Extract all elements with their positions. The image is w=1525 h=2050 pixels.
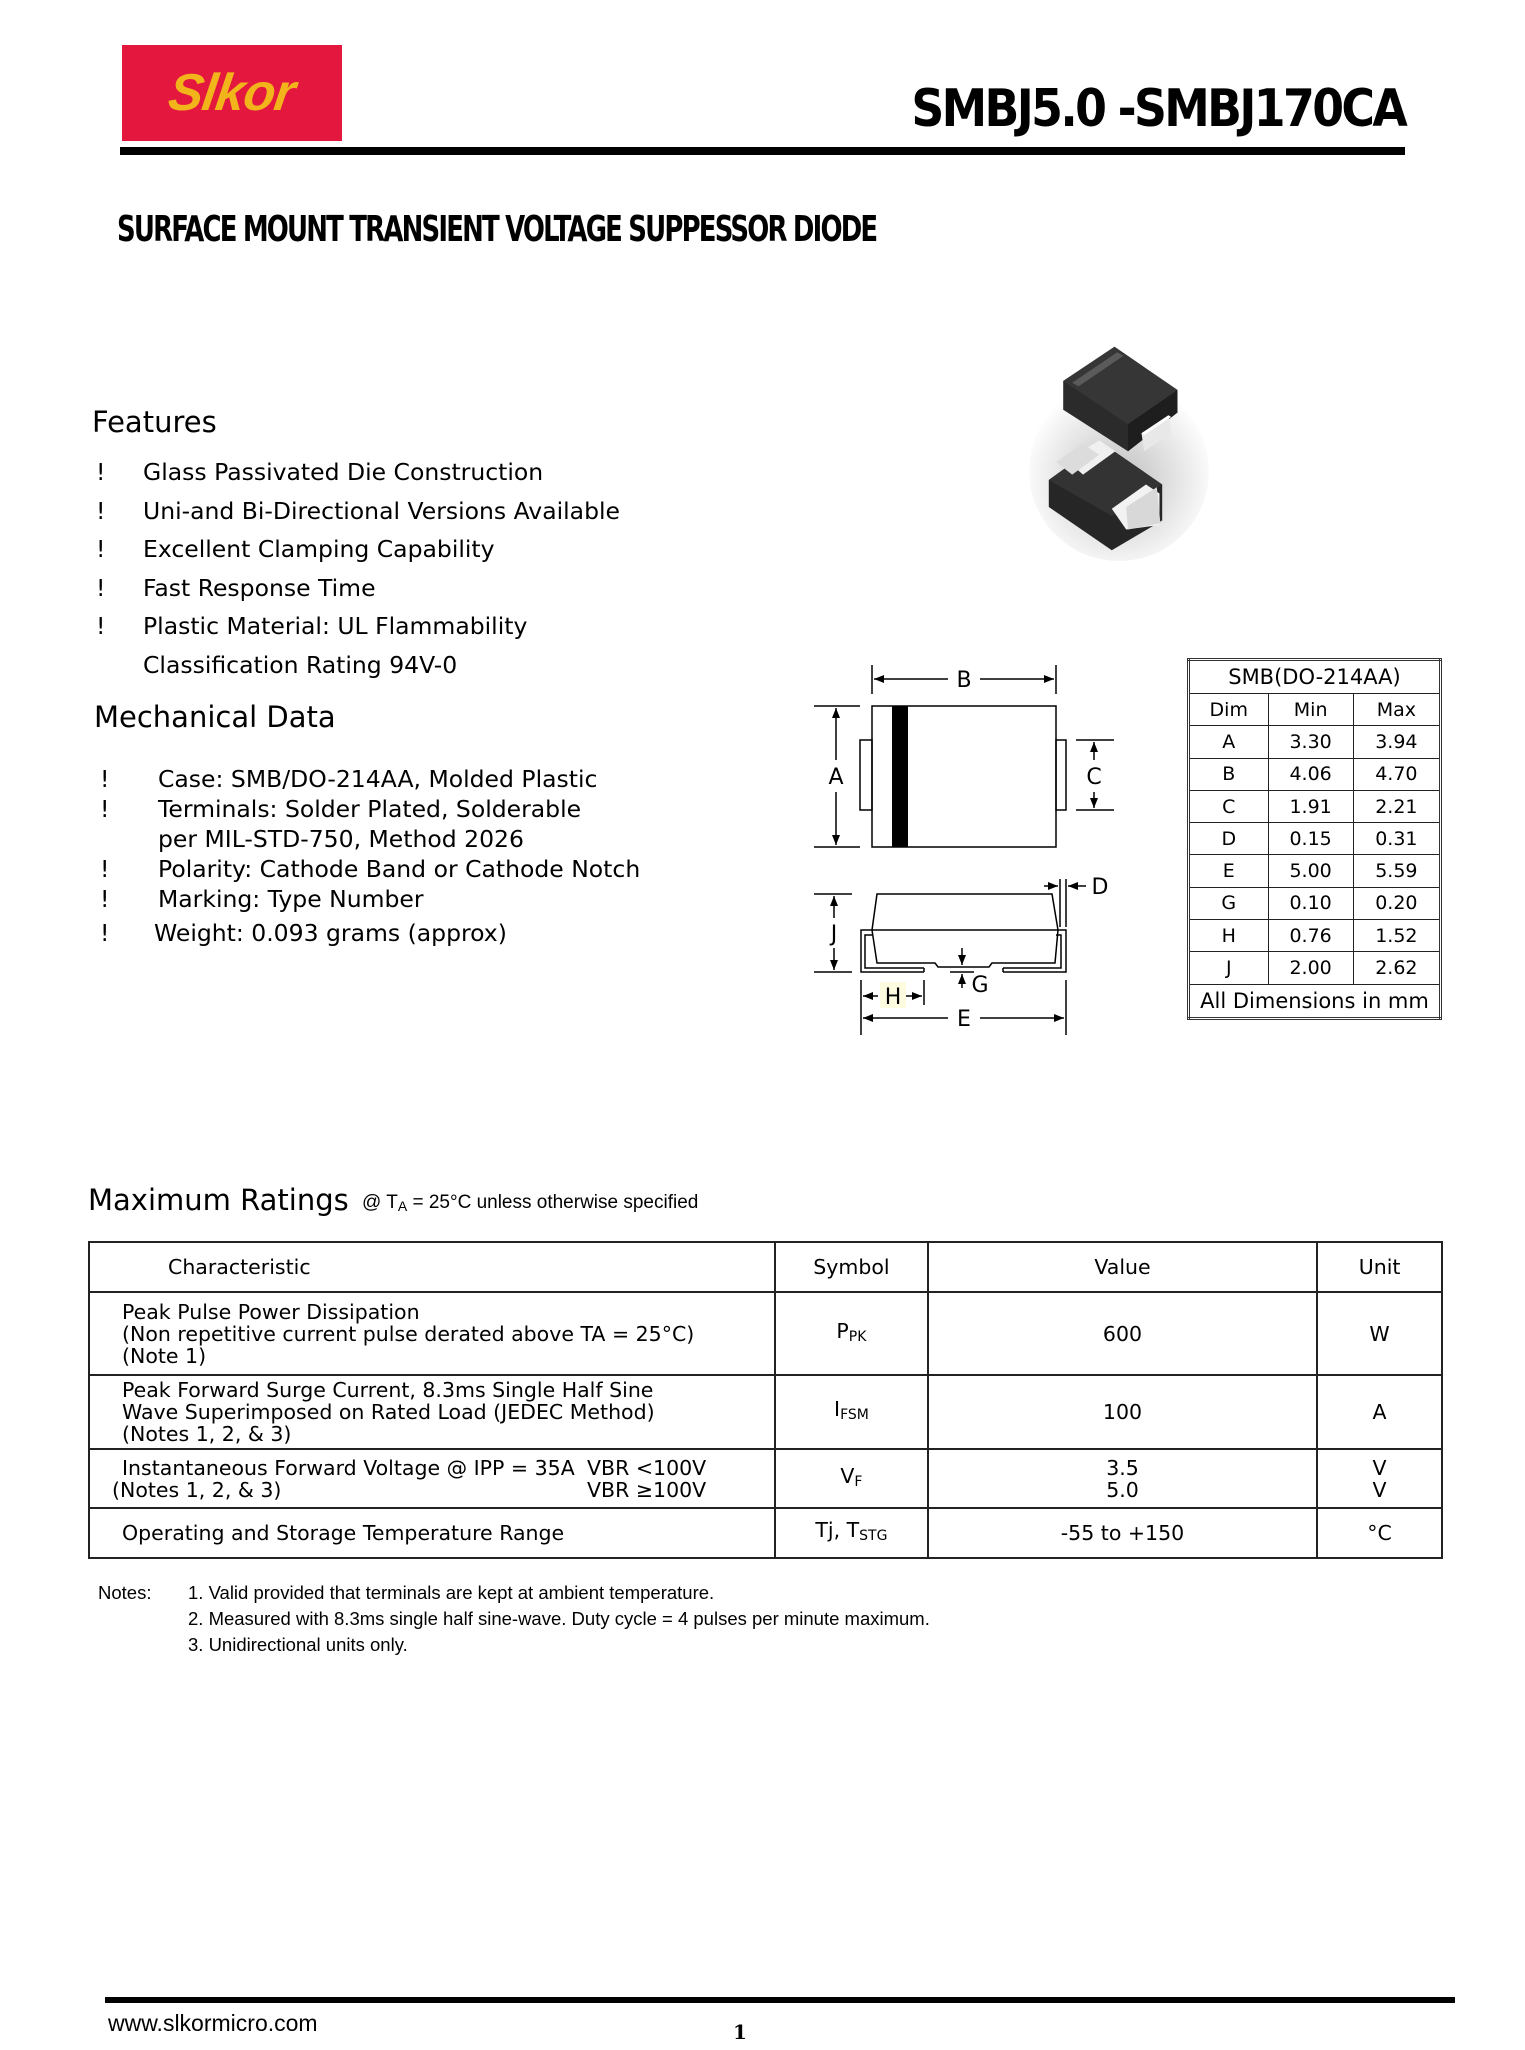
features-list <box>96 453 620 684</box>
list-item-continuation: per MIL-STD-750, Method 2026 <box>158 825 524 853</box>
dim-label-c: C <box>1086 765 1102 790</box>
list-item: ! Fast Response Time <box>96 569 620 608</box>
header-rule <box>120 147 1405 155</box>
list-item: ! Glass Passivated Die Construction <box>96 453 620 492</box>
table-row: J 2.00 2.62 <box>1189 952 1441 984</box>
max-ratings-table <box>88 1241 1443 1559</box>
list-item: ! Terminals: Solder Plated, Solderable <box>100 795 582 823</box>
dim-label-h: H <box>884 985 902 1010</box>
mechanical-heading: Mechanical Data <box>94 700 336 734</box>
logo-text: Slkor <box>165 64 299 122</box>
bullet-icon: ! <box>96 496 106 525</box>
symbol-cell: $P_{PK}$ <box>775 1292 928 1375</box>
bullet-icon: ! <box>100 885 110 913</box>
dim-label-d: D <box>1091 875 1109 900</box>
brand-logo <box>122 45 342 141</box>
ratings-condition: @ $T_A = 25^\circ C$ unless otherwise specified <box>362 1192 699 1214</box>
dim-table-header: Dim Min Max <box>1189 694 1441 726</box>
bullet-icon: ! <box>96 612 106 640</box>
bullet-icon: ! <box>100 765 110 793</box>
mechanical-list <box>100 764 640 948</box>
table-row: A 3.30 3.94 <box>1189 726 1441 758</box>
footer-rule <box>105 1997 1455 2003</box>
list-item: ! Plastic Material: UL Flammability <box>96 607 620 646</box>
bullet-icon: ! <box>96 458 106 486</box>
symbol-cell: $V_F$ <box>775 1449 928 1508</box>
table-row: C 1.91 2.21 <box>1189 790 1441 822</box>
ratings-heading: Maximum Ratings <box>88 1183 349 1217</box>
list-item: ! Marking: Type Number <box>100 885 424 913</box>
footer-website-link[interactable]: www.slkormicro.com <box>108 2010 318 2036</box>
bullet-icon: ! <box>96 573 106 602</box>
dim-label-b: B <box>956 668 972 693</box>
bullet-icon: ! <box>100 855 110 883</box>
table-row: Peak Pulse Power Dissipation (Non repetitive current pulse derated above TA = 25°C) (Note 1) $P_{PK}$ 600 W <box>89 1292 1442 1375</box>
list-item: ! Uni-and Bi-Directional Versions Available <box>96 492 620 531</box>
vbr-conditions: VBR <100V VBR ≥100V <box>587 1455 707 1502</box>
features-heading: Features <box>92 405 217 439</box>
dim-table-caption: SMB(DO-214AA) <box>1189 660 1441 694</box>
symbol-cell: Tj, $T_{STG}$ <box>775 1508 928 1558</box>
table-row: D 0.15 0.31 <box>1189 823 1441 855</box>
list-item-continuation: Classification Rating 94V-0 <box>143 650 458 679</box>
note-item: 3. Unidirectional units only. <box>188 1634 408 1655</box>
bullet-icon: ! <box>96 535 106 563</box>
bullet-icon: ! <box>100 919 110 947</box>
table-row: Peak Forward Surge Current, 8.3ms Single Half Sine Wave Superimposed on Rated Load (JEDEC Method) (Notes 1, 2, & 3) $I_{FSM}$ 100 A <box>89 1375 1442 1449</box>
notes-label: Notes: <box>98 1582 152 1603</box>
dim-label-a: A <box>828 765 844 790</box>
dim-label-e: E <box>957 1007 971 1032</box>
table-row: B 4.06 4.70 <box>1189 758 1441 790</box>
dim-label-g: G <box>971 973 989 998</box>
dim-label-j: J <box>830 922 838 947</box>
list-item: ! Weight: 0.093 grams (approx) <box>100 919 507 947</box>
notes <box>98 1580 930 1658</box>
bullet-icon: ! <box>100 795 110 823</box>
table-row: E 5.00 5.59 <box>1189 855 1441 887</box>
note-item: 2. Measured with 8.3ms single half sine-wave. Duty cycle = 4 pulses per minute maximum. <box>188 1608 930 1629</box>
dim-table-footer: All Dimensions in mm <box>1189 984 1441 1018</box>
ratings-header-row: Characteristic Symbol Value Unit <box>89 1242 1442 1292</box>
table-row: Instantaneous Forward Voltage @ IPP = 35A (Notes 1, 2, & 3) VBR <100V VBR ≥100V $V_F$ 3.5 5.0 V V <box>89 1449 1442 1508</box>
document-title: SMBJ5.0 -SMBJ170CA <box>911 79 1405 139</box>
page-number: 1 <box>733 2020 747 2044</box>
list-item: ! Case: SMB/DO-214AA, Molded Plastic <box>100 765 598 793</box>
symbol-cell: $I_{FSM}$ <box>775 1375 928 1449</box>
note-item: 1. Valid provided that terminals are kept at ambient temperature. <box>188 1582 715 1603</box>
package-photo <box>1010 345 1210 570</box>
list-item: ! Excellent Clamping Capability <box>96 530 620 569</box>
dimensions-table <box>1187 658 1442 1020</box>
table-row: H 0.76 1.52 <box>1189 920 1441 952</box>
list-item: ! Polarity: Cathode Band or Cathode Notch <box>100 855 641 883</box>
document-subtitle: SURFACE MOUNT TRANSIENT VOLTAGE SUPPESSOR DIODE <box>117 209 877 250</box>
table-row: Operating and Storage Temperature Range Tj, $T_{STG}$ -55 to +150 °C <box>89 1508 1442 1558</box>
table-row: G 0.10 0.20 <box>1189 887 1441 919</box>
package-outline-drawing <box>800 650 1130 1050</box>
